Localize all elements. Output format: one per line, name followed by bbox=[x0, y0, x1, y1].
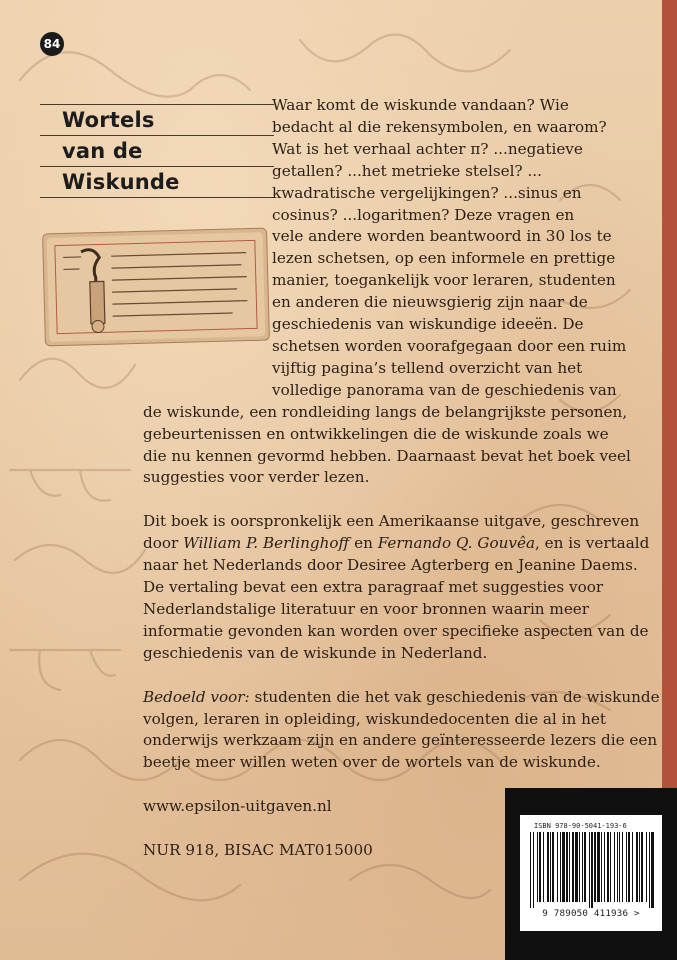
text-line: geschiedenis van wiskundige ideeën. De bbox=[272, 315, 584, 334]
text-line: getallen? ...het metrieke stelsel? ... bbox=[272, 161, 542, 180]
text-line: vijftig pagina’s tellend overzicht van het bbox=[272, 358, 583, 377]
text-line: bedacht al die rekensymbolen, en waarom? bbox=[272, 117, 607, 136]
barcode bbox=[520, 815, 662, 931]
classification-codes: NUR 918, BISAC MAT015000 bbox=[143, 841, 373, 860]
text-line: die nu kennen gevormd hebben. Daarnaast bevat het boek veel bbox=[143, 446, 631, 465]
text-line: en anderen die nieuwsgierig zijn naar de bbox=[272, 293, 588, 312]
text-segment: en bbox=[349, 534, 378, 553]
text-line: Wat is het verhaal achter π? ...negatieve bbox=[272, 139, 583, 158]
barcode-bars bbox=[524, 832, 658, 908]
translation-paragraph bbox=[143, 511, 663, 664]
text-line: cosinus? ...logaritmen? Deze vragen en bbox=[272, 205, 575, 224]
text-line: suggesties voor verder lezen. bbox=[143, 468, 370, 487]
title-line: Wortels bbox=[40, 104, 274, 135]
publisher-website: www.epsilon-uitgaven.nl bbox=[143, 797, 332, 816]
text-line: gebeurtenissen en ontwikkelingen die de wiskunde zoals we bbox=[143, 424, 609, 443]
text-line: volledige panorama van de geschiedenis van bbox=[272, 380, 617, 399]
text-segment: , en is vertaald naar het Nederlands door Desiree Agterberg en Jeanine Daems. De vertaling bevat een extra paragraaf met suggesties voor Nederlandstalige literatuur en voor bronnen waarin meer informatie gevonden kan worden over specifieke aspecten van de geschiedenis van de wiskunde in Nederland. bbox=[143, 534, 650, 662]
title-line: Wiskunde bbox=[40, 166, 274, 198]
audience-label: Bedoeld voor: bbox=[143, 687, 250, 706]
text-line: de wiskunde, een rondleiding langs de belangrijkste personen, bbox=[143, 402, 628, 421]
text-line: schetsen worden voorafgegaan door een ruim bbox=[272, 336, 627, 355]
author-name: Fernando Q. Gouvêa bbox=[377, 534, 536, 553]
intro-paragraph bbox=[143, 95, 663, 489]
text-line: manier, toegankelijk voor leraren, studenten bbox=[272, 271, 616, 290]
audience-paragraph bbox=[143, 687, 663, 775]
barcode-panel bbox=[505, 788, 677, 960]
title-line: van de bbox=[40, 135, 274, 166]
text-line: kwadratische vergelijkingen? ...sinus en bbox=[272, 183, 582, 202]
barcode-digits: 9 789050 411936 > bbox=[542, 908, 640, 919]
text-line: vele andere worden beantwoord in 30 los te bbox=[272, 227, 612, 246]
text-line: lezen schetsen, op een informele en prettige bbox=[272, 249, 616, 268]
isbn-label: ISBN 978-90-5041-193-6 bbox=[534, 822, 627, 830]
page-number-badge: 84 bbox=[40, 32, 64, 56]
author-name: William P. Berlinghoff bbox=[183, 534, 350, 553]
audience-text: studenten die het vak geschiedenis van de wiskunde volgen, leraren in opleiding, wiskundedocenten die al in het onderwijs werkzaam zijn en andere geïnteresseerde lezers die een beetje meer willen weten over de wortels van de wiskunde. bbox=[143, 687, 660, 772]
description-text bbox=[143, 95, 663, 862]
text-line: Waar komt de wiskunde vandaan? Wie bbox=[272, 96, 569, 114]
text-segment: Dit boek is oorspronkelijk een Amerikaanse uitgave, geschreven door bbox=[143, 512, 640, 553]
